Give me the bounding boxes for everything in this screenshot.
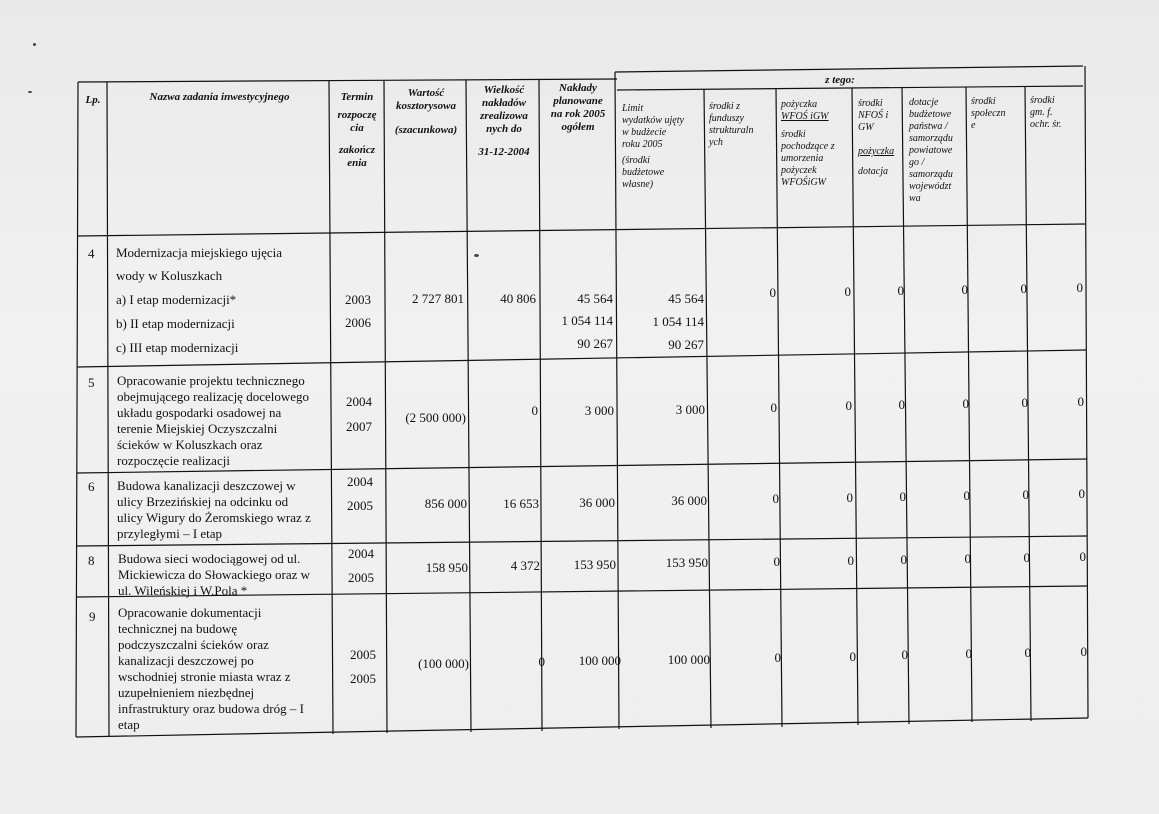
row-termin-start: 2004 (347, 474, 373, 489)
row-fundusze: 0 (773, 554, 780, 569)
row-name: Modernizacja miejskiego ujęcia wody w Koluszkach a) I etap modernizacji* b) II etap modernizacji c) III etap modernizacji (116, 245, 283, 355)
row-termin-end: 2005 (350, 671, 376, 686)
row-termin-start: 2003 (345, 292, 371, 307)
row-nfos: 0 (899, 489, 906, 504)
row-lp: 4 (88, 246, 95, 261)
header-wielkosc: Wielkość nakładów zrealizowa nych do 31-12-2004 (478, 84, 530, 158)
row-termin-start: 2004 (346, 394, 372, 409)
row-wartosc: (2 500 000) (405, 410, 466, 425)
row-spoleczne: 0 (1021, 395, 1028, 410)
row-limit: 100 000 (667, 652, 710, 667)
row-dotacje: 0 (961, 282, 968, 297)
row-limit: 3 000 (675, 402, 705, 417)
header-nazwa: Nazwa zadania inwestycyjnego (149, 91, 290, 103)
row-dotacje: 0 (962, 396, 969, 411)
row-name: Budowa kanalizacji deszczowej w ulicy Brzezińskiej na odcinku od ulicy Wigury do Żeromskiego wraz z przyległymi – I etap (117, 478, 311, 541)
row-naklady: 3 000 (584, 403, 614, 418)
header-gmf: środki gm. f. ochr. śr. (1030, 95, 1062, 130)
row-wartosc: (100 000) (418, 656, 469, 671)
row-fundusze: 0 (769, 285, 776, 300)
row-pozyczka: 0 (846, 490, 853, 505)
row-dotacje: 0 (963, 488, 970, 503)
row-fundusze: 0 (772, 491, 779, 506)
row-wartosc: 856 000 (424, 496, 467, 511)
row-spoleczne: 0 (1023, 550, 1030, 565)
row-gmf: 0 (1076, 280, 1083, 295)
header-z-tego: z tego: (825, 74, 855, 86)
row-naklady-a: 45 564 (577, 291, 613, 306)
row-limit: 36 000 (671, 493, 707, 508)
row-spoleczne: 0 (1020, 281, 1027, 296)
row-naklady: 36 000 (579, 495, 615, 510)
row-gmf: 0 (1078, 486, 1085, 501)
row-spoleczne: 0 (1024, 645, 1031, 660)
row-limit: 153 950 (665, 555, 708, 570)
row-nfos: 0 (900, 552, 907, 567)
row-limit-c: 90 267 (668, 337, 704, 352)
header-wartosc: Wartość kosztorysowa (szacunkowa) (394, 87, 458, 136)
row-gmf: 0 (1079, 549, 1086, 564)
header-termin: Termin rozpoczę cia zakończ enia (337, 91, 377, 169)
header-lp: Lp. (85, 94, 101, 106)
row-wartosc: 158 950 (425, 560, 468, 575)
row-limit-b: 1 054 114 (652, 314, 704, 329)
row-wielkosc: 4 372 (510, 558, 540, 573)
row-wielkosc: 0 (538, 654, 545, 669)
header-naklady: Nakłady planowane na rok 2005 ogółem (550, 82, 606, 133)
row-termin-end: 2005 (347, 498, 373, 513)
header-dotacje: dotacje budżetowe państwa / samorządu powiatowe go / samorządu województ wa (909, 97, 953, 204)
row-wielkosc: 40 806 (500, 291, 536, 306)
row-pozyczka: 0 (845, 398, 852, 413)
row-pozyczka: 0 (849, 649, 856, 664)
header-limit: Limit wydatków ujęty w budżecie roku 2005 (środki budżetowe własne) (622, 103, 684, 190)
row-nfos: 0 (898, 397, 905, 412)
row-name: Opracowanie projektu technicznego obejmującego realizację docelowego układu gospodarki osadowej na terenie Miejskiej Oczyszczalni ścieków w Koluszkach oraz rozpoczęcie realizacji (117, 373, 310, 468)
row-dotacje: 0 (964, 551, 971, 566)
row-termin-start: 2004 (348, 546, 374, 561)
header-spoleczne: środki społeczn e (971, 96, 1006, 131)
row-name: Budowa sieci wodociągowej od ul. Mickiewicza do Słowackiego oraz w ul. Wileńskiej i W.Pola * (118, 551, 311, 598)
row-nfos: 0 (897, 283, 904, 298)
row-limit-a: 45 564 (668, 291, 704, 306)
row-fundusze: 0 (770, 400, 777, 415)
row-naklady-b: 1 054 114 (561, 313, 613, 328)
row-termin-end: 2005 (348, 570, 374, 585)
row-lp: 9 (89, 609, 96, 624)
row-naklady: 153 950 (573, 557, 616, 572)
row-termin-end: 2007 (346, 419, 372, 434)
row-termin-end: 2006 (345, 315, 371, 330)
row-spoleczne: 0 (1022, 487, 1029, 502)
header-fundusze: środki z funduszy strukturaln ych (709, 101, 754, 148)
row-nfos: 0 (901, 647, 908, 662)
row-naklady: 100 000 (578, 653, 621, 668)
header-pozyczka: pożyczka WFOŚ iGW środki pochodzące z umorzenia pożyczek WFOŚiGW (781, 99, 835, 188)
row-gmf: 0 (1077, 394, 1084, 409)
row-fundusze: 0 (774, 650, 781, 665)
row-lp: 6 (88, 479, 95, 494)
row-pozyczka: 0 (844, 284, 851, 299)
row-wielkosc: 0 (531, 403, 538, 418)
row-termin-start: 2005 (350, 647, 376, 662)
row-pozyczka: 0 (847, 553, 854, 568)
row-wartosc: 2 727 801 (412, 291, 464, 306)
row-naklady-c: 90 267 (577, 336, 613, 351)
header-nfos: środki NFOŚ i GW pożyczka dotacja (858, 98, 895, 177)
row-lp: 8 (88, 553, 95, 568)
row-lp: 5 (88, 375, 95, 390)
row-name: Opracowanie dokumentacji technicznej na budowę podczyszczalni ścieków oraz kanalizacji deszczowej po wschodniej stronie miasta wraz z uzupełnieniem niezbędnej infrastruktury oraz budowa dróg – I etap (118, 605, 304, 732)
row-wielkosc: 16 653 (503, 496, 539, 511)
row-gmf: 0 (1080, 644, 1087, 659)
row-dotacje: 0 (965, 646, 972, 661)
